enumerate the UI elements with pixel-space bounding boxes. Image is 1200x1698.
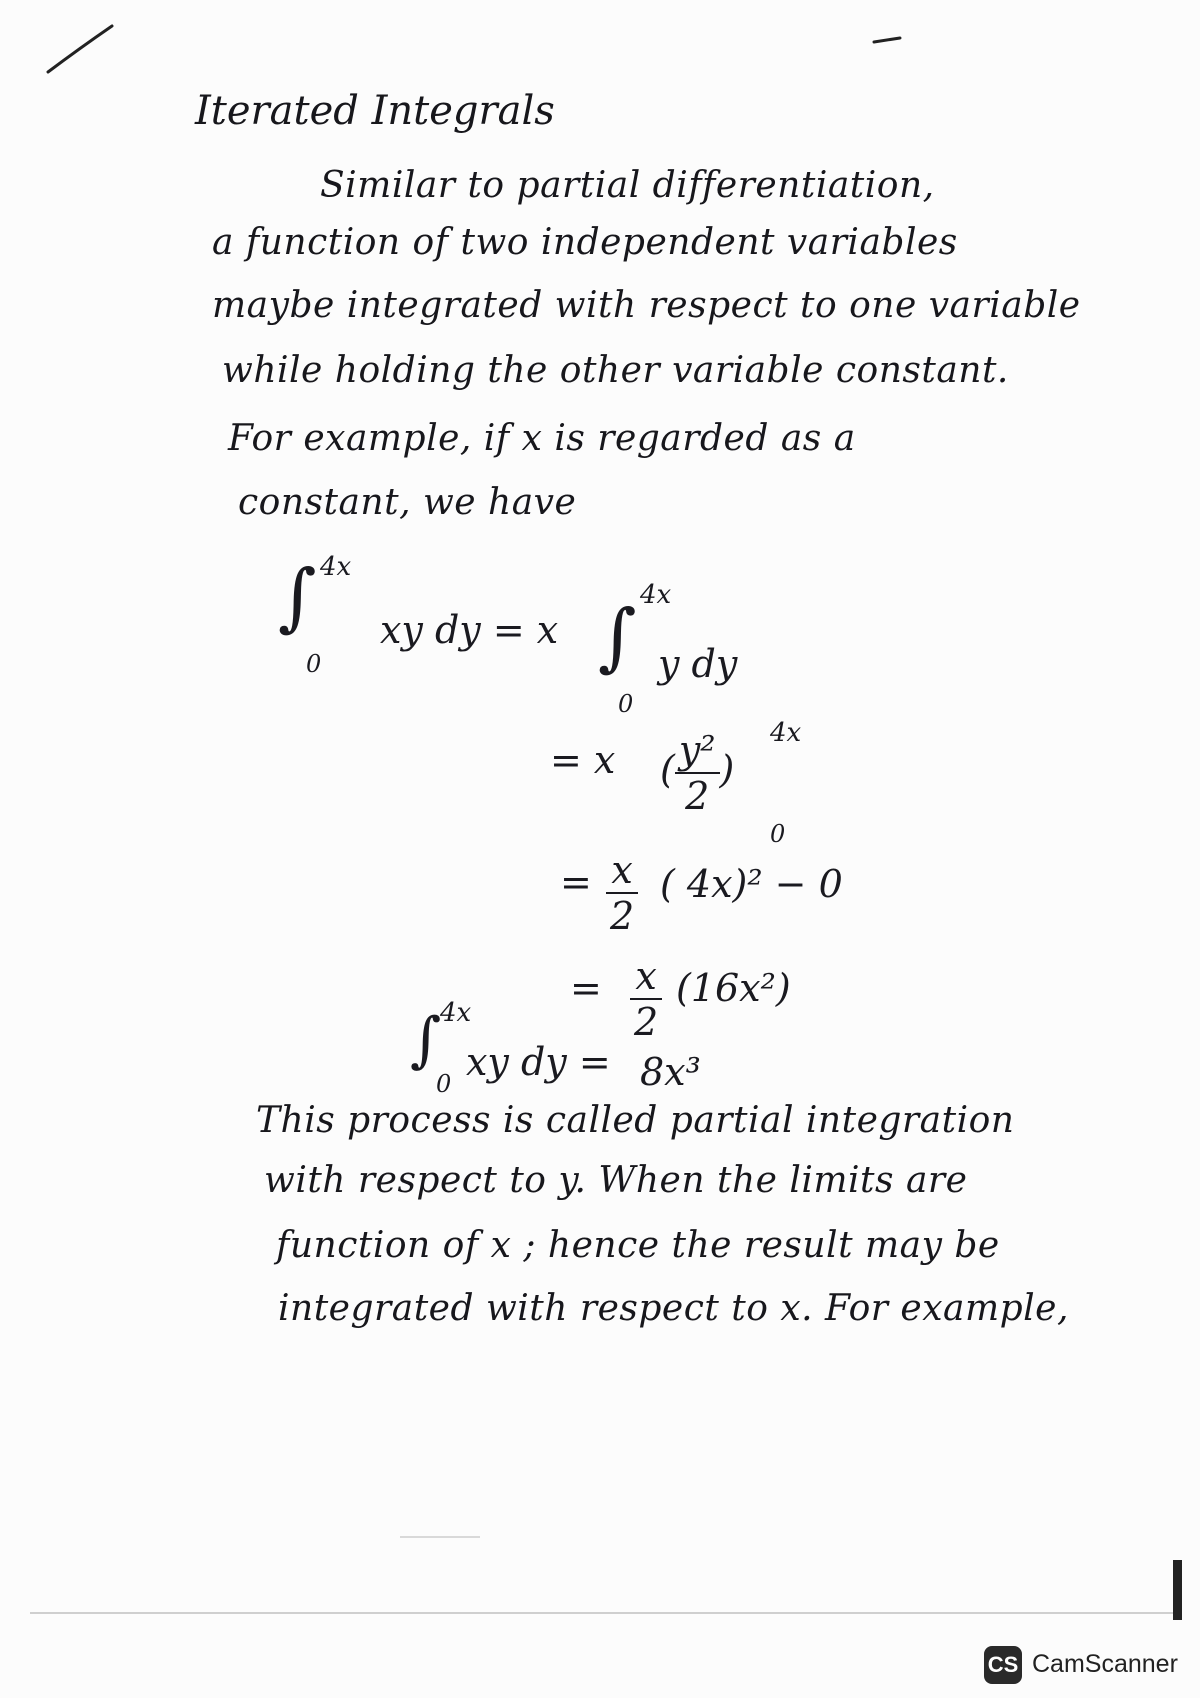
- camscanner-logo-icon: CS: [984, 1646, 1022, 1684]
- math-line2-frac-den: 2: [685, 774, 710, 818]
- math-line3-rest: ( 4x)² − 0: [660, 862, 843, 906]
- page-title: Iterated Integrals: [195, 88, 555, 134]
- math-line4-eq: =: [570, 966, 602, 1010]
- intro-line-6: constant, we have: [238, 482, 577, 523]
- integral-sign-1: ∫: [278, 554, 317, 640]
- closing-line-2: with respect to y. When the limits are: [264, 1160, 968, 1201]
- math-line5-rhs: 8x³: [640, 1050, 701, 1094]
- math-line2-fraction: [675, 728, 720, 818]
- math-line4-frac-den: 2: [634, 1000, 659, 1044]
- math-line2-limit-bot: 0: [770, 820, 786, 848]
- intro-line-2: a function of two independent variables: [212, 222, 958, 263]
- scan-bottom-edge: [30, 1612, 1180, 1614]
- lower-limit-3: 0: [436, 1070, 452, 1098]
- intro-line-5: For example, if x is regarded as a: [228, 418, 856, 459]
- upper-limit-3: 4x: [440, 998, 472, 1028]
- math-line3-fraction-wrap: [606, 848, 638, 938]
- closing-line-3: function of x ; hence the result may be: [276, 1225, 1000, 1266]
- upper-limit-1: 4x: [320, 552, 352, 582]
- math-line3-frac-den: 2: [610, 894, 635, 938]
- math-line1-rhs: y dy: [658, 642, 738, 686]
- intro-line-3: maybe integrated with respect to one variable: [212, 285, 1081, 326]
- closing-line-1: This process is called partial integration: [256, 1100, 1015, 1141]
- lower-limit-1: 0: [306, 650, 322, 678]
- math-line5-lhs: xy dy =: [466, 1040, 611, 1084]
- integral-sign-2: ∫: [598, 594, 637, 680]
- math-line4-frac-num: x: [630, 954, 662, 1000]
- math-line4-fraction-wrap: [630, 954, 662, 1044]
- scan-faint-line: [400, 1536, 480, 1538]
- corner-pen-stroke: [40, 20, 120, 80]
- math-line3-frac-num: x: [606, 848, 638, 894]
- math-line1-lhs: xy dy = x: [380, 608, 559, 652]
- math-line2-limit-top: 4x: [770, 718, 802, 748]
- math-line3-eq: =: [560, 860, 592, 904]
- camscanner-wordmark: CamScanner: [1032, 1650, 1178, 1678]
- math-line2-paren: ( $\frac{\text{y²}}{2}$ ): [660, 728, 735, 818]
- top-dash-mark: [870, 30, 910, 50]
- closing-line-4: integrated with respect to x. For example,: [278, 1288, 1069, 1329]
- math-line3-fraction: [606, 848, 638, 938]
- lower-limit-2: 0: [618, 690, 634, 718]
- math-line2-eq: = x: [550, 738, 616, 782]
- integral-sign-3: ∫: [410, 1005, 442, 1075]
- math-line2-frac-num: y²: [675, 728, 720, 774]
- upper-limit-2: 4x: [640, 580, 672, 610]
- intro-line-4: while holding the other variable constant.: [222, 350, 1009, 391]
- math-line4-rest: (16x²): [676, 966, 791, 1010]
- math-line4-fraction: [630, 954, 662, 1044]
- scan-right-edge: [1173, 1560, 1182, 1620]
- intro-line-1: Similar to partial differentiation,: [320, 165, 935, 206]
